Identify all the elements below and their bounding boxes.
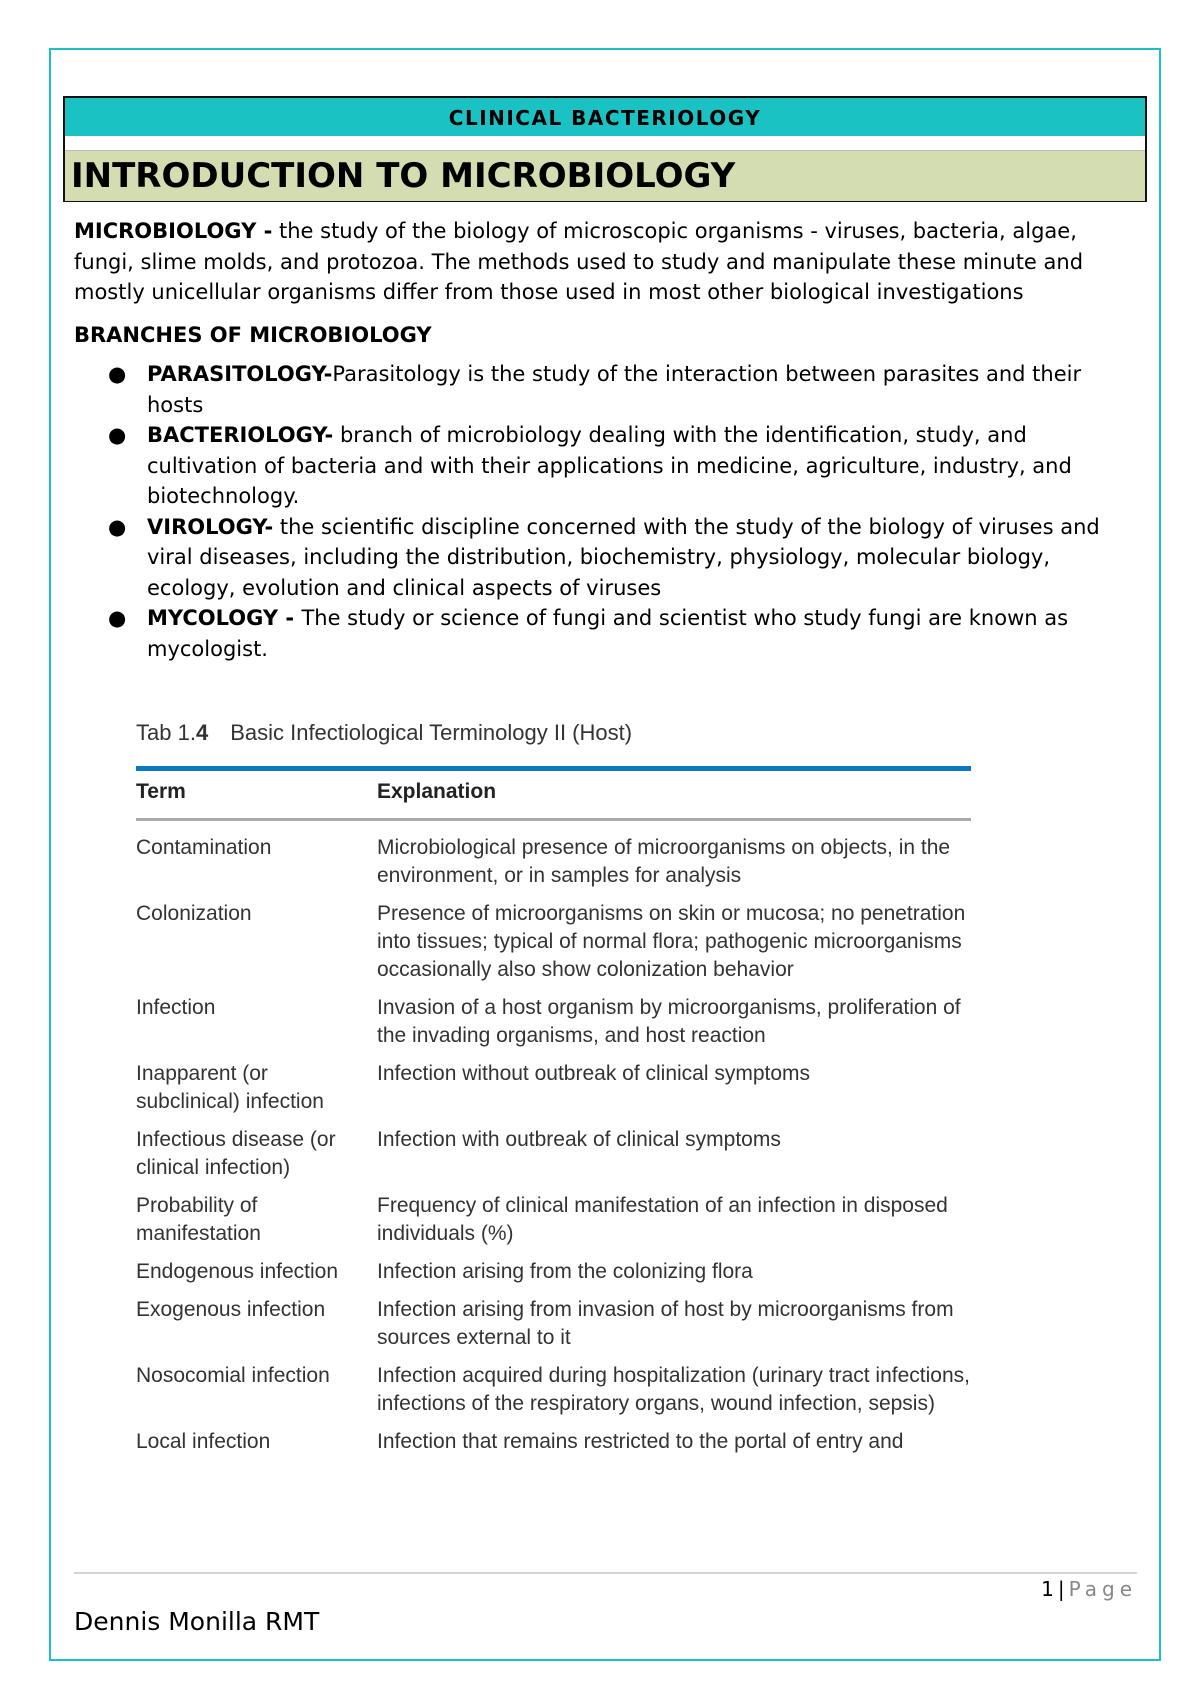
branches-heading: BRANCHES OF MICROBIOLOGY [74,322,432,347]
term-cell: Nosocomial infection [136,1364,330,1387]
bullet-icon: ● [108,423,127,447]
header-explanation: Explanation [377,780,497,803]
term-cell: Local infection [136,1430,271,1453]
table-top-rule [136,766,971,771]
intro-paragraph [74,216,1134,308]
caption-number: 4 [195,720,209,745]
table-header-rule [136,818,971,821]
bullet-icon: ● [108,606,127,630]
table-row [136,900,971,994]
term-cell: Probability of manifestation [136,1194,261,1245]
table-row [136,994,971,1060]
branch-text: branch of microbiology dealing with the identification, study, and cultivation of bacteria and with their applications in medicine, agriculture, industry, and biotechnology. [147,423,1072,508]
table-row [136,1060,971,1126]
list-item [108,420,1134,512]
table-row [136,1296,971,1362]
branch-text: the scientific discipline concerned with the study of the biology of viruses and viral diseases, including the distribution, biochemistry, physiology, molecular biology, ecology, evolution and clinical aspects of viruses [147,514,1100,600]
term-cell: Exogenous infection [136,1298,326,1321]
explanation-cell: Infection without outbreak of clinical symptoms [377,1062,811,1085]
page-number-value: 1 [1041,1577,1054,1601]
branch-term: PARASITOLOGY- [147,362,333,386]
explanation-cell: Infection acquired during hospitalization (urinary tract infections, infections of the respiratory organs, wound infection, sepsis) [377,1364,970,1415]
header-term: Term [136,780,186,803]
explanation-cell: Frequency of clinical manifestation of an infection in disposed individuals (%) [377,1194,948,1245]
caption-title: Basic Infectiological Terminology II (Host) [230,720,633,745]
table-row [136,834,971,900]
page-number [1041,1577,1137,1601]
table-row [136,1126,971,1192]
explanation-cell: Infection arising from invasion of host by microorganisms from sources external to it [377,1298,954,1349]
bullet-icon: ● [108,362,127,386]
branch-term: VIROLOGY- [147,514,274,539]
list-item [108,603,1134,664]
page-title: INTRODUCTION TO MICROBIOLOGY [65,150,1145,201]
bullet-icon: ● [108,514,127,539]
subject-banner: CLINICAL BACTERIOLOGY [65,98,1145,136]
table-caption [136,720,632,746]
table-row [136,1192,971,1258]
explanation-cell: Invasion of a host organism by microorganisms, proliferation of the invading organisms, and host reaction [377,996,961,1047]
list-item [108,512,1134,604]
intro-text: the study of the biology of microscopic organisms - viruses, bacteria, algae, fungi, slime molds, and protozoa. The methods used to study and manipulate these minute and mostly unicellular organisms differ from those used in most other biological investigations [74,219,1084,304]
header-gap [65,136,1145,150]
page-label: Page [1068,1577,1137,1601]
list-item [108,359,1134,420]
table-row [136,1362,971,1428]
page-separator: | [1057,1577,1065,1601]
branch-text: Parasitology is the study of the interaction between parasites and their hosts [147,362,1082,417]
intro-term: MICROBIOLOGY - [74,219,273,243]
explanation-cell: Infection with outbreak of clinical symptoms [377,1128,781,1151]
term-cell: Infection [136,996,216,1019]
term-cell: Inapparent (or subclinical) infection [136,1062,324,1113]
body-text [74,216,1134,664]
branch-text: The study or science of fungi and scientist who study fungi are known as mycologist. [147,606,1069,661]
explanation-cell: Infection that remains restricted to the portal of entry and [377,1430,904,1453]
branch-term: MYCOLOGY - [147,606,302,630]
explanation-cell: Presence of microorganisms on skin or mucosa; no penetration into tissues; typical of normal flora; pathogenic microorganisms occasionally also show colonization behavior [377,902,966,981]
term-cell: Contamination [136,836,272,859]
caption-label: Tab 1. [136,720,196,745]
explanation-cell: Microbiological presence of microorganisms on objects, in the environment, or in samples for analysis [377,836,951,887]
table-row [136,1258,971,1296]
branch-term: BACTERIOLOGY- [147,423,334,447]
table-row [136,1428,971,1466]
branches-list [74,359,1134,664]
term-cell: Infectious disease (or clinical infection) [136,1128,336,1179]
author-name: Dennis Monilla RMT [74,1607,320,1636]
term-cell: Colonization [136,902,252,925]
explanation-cell: Infection arising from the colonizing flora [377,1260,753,1283]
term-cell: Endogenous infection [136,1260,338,1283]
document-header [63,96,1147,202]
table-body [136,834,971,1484]
footer-rule [74,1572,1137,1574]
